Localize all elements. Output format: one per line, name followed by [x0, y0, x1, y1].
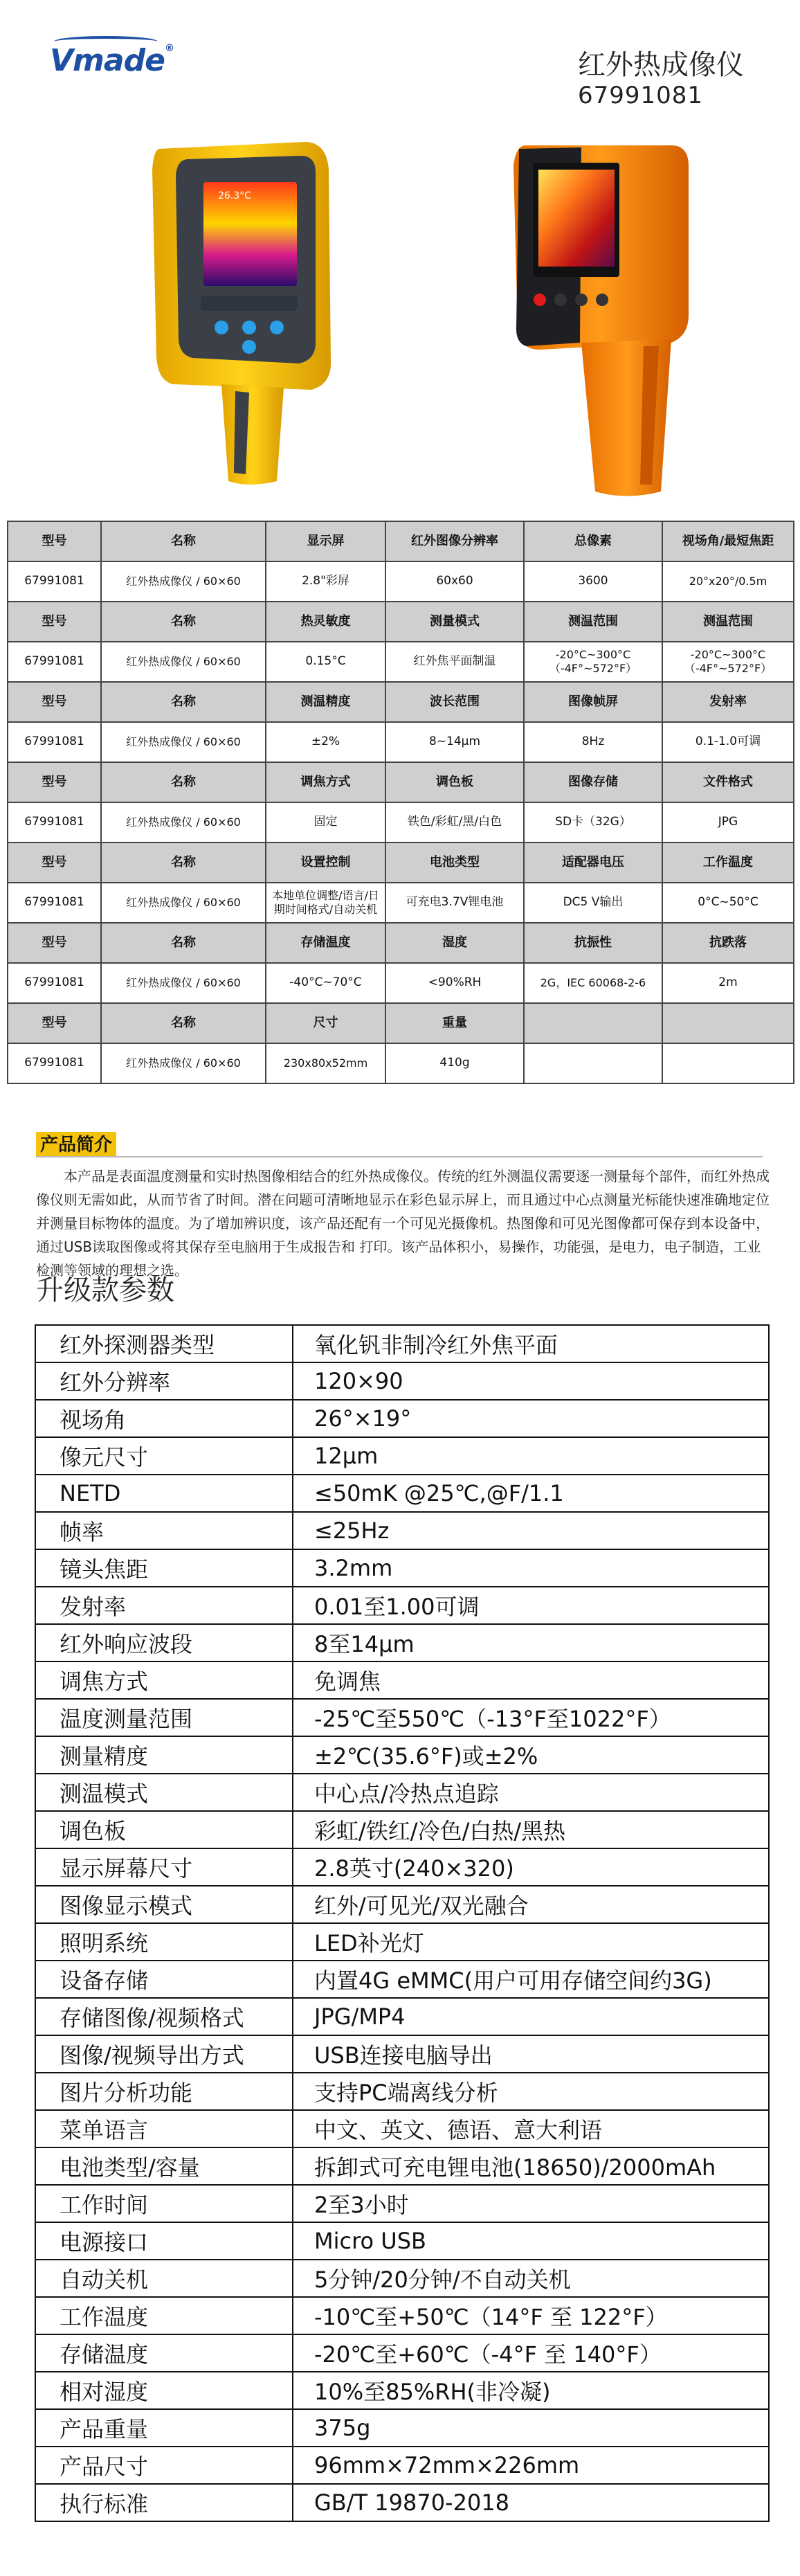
- spec-key: 发射率: [35, 1587, 293, 1624]
- grid-value-cell: ±2%: [266, 722, 385, 762]
- grid-value-cell: 红外热成像仪 / 60×60: [101, 883, 266, 923]
- spec-value: 2.8英寸(240×320): [293, 1848, 769, 1886]
- grid-header-cell: 名称: [101, 843, 266, 883]
- spec-key: 设备存储: [35, 1961, 293, 1998]
- grid-value-cell: 67991081: [8, 1043, 101, 1083]
- spec-key: 存储图像/视频格式: [35, 1998, 293, 2035]
- brand-logo: [50, 43, 174, 78]
- spec-row: [35, 2372, 769, 2409]
- spec-row: [35, 1736, 769, 1774]
- spec-key: 产品重量: [35, 2409, 293, 2447]
- grid-value-cell: -40°C~70°C: [266, 963, 385, 1003]
- spec-row: [35, 2073, 769, 2110]
- grid-header-cell: 调色板: [385, 762, 524, 802]
- spec-value: 8至14μm: [293, 1624, 769, 1661]
- spec-value: -25℃至550℃（-13°F至1022°F）: [293, 1699, 769, 1736]
- spec-key: 产品尺寸: [35, 2447, 293, 2484]
- spec-value: 375g: [293, 2409, 769, 2447]
- upgrade-section-title: 升级款参数: [36, 1275, 174, 1306]
- spec-key: NETD: [35, 1475, 293, 1512]
- spec-row: [35, 2110, 769, 2147]
- grid-header-cell: 名称: [101, 1003, 266, 1043]
- spec-row: [35, 2035, 769, 2073]
- spec-row: [35, 1475, 769, 1512]
- spec-value: 红外/可见光/双光融合: [293, 1886, 769, 1923]
- grid-header-row: [8, 602, 794, 642]
- spec-key: 调焦方式: [35, 1661, 293, 1699]
- intro-divider: [36, 1156, 763, 1158]
- grid-value-cell: 红外热成像仪 / 60×60: [101, 561, 266, 602]
- grid-value-row: [8, 1043, 794, 1083]
- grid-value-cell: 67991081: [8, 802, 101, 843]
- grid-header-cell: 波长范围: [385, 682, 524, 722]
- grid-value-cell: 0.15°C: [266, 642, 385, 682]
- grid-header-cell: 抗振性: [524, 923, 662, 963]
- grid-value-cell: -20°C~300°C（-4F°~572°F）: [662, 642, 794, 682]
- spec-value: 120×90: [293, 1362, 769, 1400]
- spec-value: -20℃至+60℃（-4°F 至 140°F）: [293, 2334, 769, 2372]
- spec-value: 中文、英文、德语、意大利语: [293, 2110, 769, 2147]
- grid-header-cell: 图像存储: [524, 762, 662, 802]
- grid-header-cell: 红外图像分辨率: [385, 521, 524, 561]
- grid-header-row: [8, 682, 794, 722]
- grid-value-cell: DC5 V输出: [524, 883, 662, 923]
- spec-value: 96mm×72mm×226mm: [293, 2447, 769, 2484]
- spec-value: ≤50mK @25℃,@F/1.1: [293, 1475, 769, 1512]
- grid-header-cell: 测温范围: [662, 602, 794, 642]
- grid-value-cell: 2G，IEC 60068-2-6: [524, 963, 662, 1003]
- grid-header-cell: [524, 1003, 662, 1043]
- grid-value-cell: 60x60: [385, 561, 524, 602]
- spec-row: [35, 2147, 769, 2185]
- spec-row: [35, 1923, 769, 1961]
- logo-registered-mark: ®: [164, 43, 174, 54]
- spec-key: 红外探测器类型: [35, 1325, 293, 1362]
- grid-value-cell: 67991081: [8, 963, 101, 1003]
- grid-header-cell: 工作温度: [662, 843, 794, 883]
- grid-value-cell: 20°x20°/0.5m: [662, 561, 794, 602]
- grid-value-cell: 红外热成像仪 / 60×60: [101, 642, 266, 682]
- spec-value: 0.01至1.00可调: [293, 1587, 769, 1624]
- spec-key: 测量精度: [35, 1736, 293, 1774]
- spec-value: Micro USB: [293, 2222, 769, 2260]
- spec-row: [35, 1325, 769, 1362]
- grid-header-cell: 型号: [8, 843, 101, 883]
- spec-row: [35, 1512, 769, 1549]
- spec-row: [35, 1549, 769, 1587]
- grid-value-cell: 本地单位调整/语言/日期时间格式/自动关机: [266, 883, 385, 923]
- spec-value: 氧化钒非制冷红外焦平面: [293, 1325, 769, 1362]
- spec-row: [35, 2484, 769, 2521]
- grid-value-cell: JPG: [662, 802, 794, 843]
- grid-value-row: [8, 561, 794, 602]
- spec-value: 拆卸式可充电锂电池(18650)/2000mAh: [293, 2147, 769, 2185]
- grid-header-cell: 发射率: [662, 682, 794, 722]
- spec-key: 电源接口: [35, 2222, 293, 2260]
- spec-grid: [7, 521, 794, 1084]
- product-code: 67991081: [578, 82, 704, 109]
- spec-key: 相对湿度: [35, 2372, 293, 2409]
- spec-key: 帧率: [35, 1512, 293, 1549]
- product-title: 红外热成像仪: [578, 49, 744, 81]
- grid-header-row: [8, 923, 794, 963]
- grid-header-cell: 型号: [8, 602, 101, 642]
- spec-key: 工作时间: [35, 2185, 293, 2222]
- screen-temp-left: 26.3°C: [218, 190, 251, 201]
- grid-value-cell: 67991081: [8, 883, 101, 923]
- spec-key: 红外响应波段: [35, 1624, 293, 1661]
- spec-row: [35, 1624, 769, 1661]
- grid-header-cell: 型号: [8, 682, 101, 722]
- spec-row: [35, 1998, 769, 2035]
- spec-key: 存储温度: [35, 2334, 293, 2372]
- grid-header-cell: 显示屏: [266, 521, 385, 561]
- spec-value: 10%至85%RH(非冷凝): [293, 2372, 769, 2409]
- grid-header-cell: 总像素: [524, 521, 662, 561]
- grid-header-row: [8, 762, 794, 802]
- grid-header-cell: 电池类型: [385, 843, 524, 883]
- intro-title: 产品简介: [36, 1132, 116, 1157]
- spec-row: [35, 2447, 769, 2484]
- grid-header-row: [8, 521, 794, 561]
- spec-row: [35, 2409, 769, 2447]
- grid-header-cell: 重量: [385, 1003, 524, 1043]
- grid-header-cell: 图像帧屏: [524, 682, 662, 722]
- logo-swoosh: [54, 36, 158, 47]
- grid-header-cell: 测量模式: [385, 602, 524, 642]
- intro-text: 本产品是表面温度测量和实时热图像相结合的红外热成像仪。传统的红外测温仪需要逐一测量每个部件，而红外热成像仪则无需如此，从而节省了时间。潜在问题可清晰地显示在彩色显示屏上，而且通过中心点测量光标能快速准确地定位并测量目标物体的温度。为了增加辨识度，该产品还配有一个可见光摄像机。热图像和可见光图像都可保存到本设备中，通过USB读取图像或将其保存至电脑用于生成报告和 打印。该产品体积小，易操作，功能强，是电力，电子制造，工业检测等领域的理想之选。: [36, 1168, 770, 1279]
- grid-value-cell: 2m: [662, 963, 794, 1003]
- grid-value-row: [8, 642, 794, 682]
- grid-header-cell: 湿度: [385, 923, 524, 963]
- grid-value-cell: 8Hz: [524, 722, 662, 762]
- grid-value-cell: 红外热成像仪 / 60×60: [101, 963, 266, 1003]
- spec-key: 显示屏幕尺寸: [35, 1848, 293, 1886]
- logo-text: Vmade: [50, 43, 165, 78]
- grid-header-cell: 名称: [101, 602, 266, 642]
- spec-key: 红外分辨率: [35, 1362, 293, 1400]
- spec-value: GB/T 19870-2018: [293, 2484, 769, 2521]
- grid-header-cell: 名称: [101, 762, 266, 802]
- grid-header-cell: 视场角/最短焦距: [662, 521, 794, 561]
- spec-row: [35, 1886, 769, 1923]
- grid-value-cell: SD卡（32G）: [524, 802, 662, 843]
- grid-header-cell: 尺寸: [266, 1003, 385, 1043]
- spec-key: 镜头焦距: [35, 1549, 293, 1587]
- grid-value-cell: 8~14μm: [385, 722, 524, 762]
- spec-value: 2至3小时: [293, 2185, 769, 2222]
- grid-value-cell: 2.8"彩屏: [266, 561, 385, 602]
- spec-key: 图像/视频导出方式: [35, 2035, 293, 2073]
- spec-value: ±2℃(35.6°F)或±2%: [293, 1736, 769, 1774]
- grid-value-cell: 红外热成像仪 / 60×60: [101, 1043, 266, 1083]
- grid-value-cell: 铁色/彩虹/黑/白色: [385, 802, 524, 843]
- spec-value: LED补光灯: [293, 1923, 769, 1961]
- grid-header-cell: 测温范围: [524, 602, 662, 642]
- grid-header-cell: 型号: [8, 1003, 101, 1043]
- spec-value: 3.2mm: [293, 1549, 769, 1587]
- spec-row: [35, 1362, 769, 1400]
- grid-value-cell: 可充电3.7V锂电池: [385, 883, 524, 923]
- spec-row: [35, 1437, 769, 1475]
- grid-header-cell: [662, 1003, 794, 1043]
- spec-row: [35, 2222, 769, 2260]
- spec-row: [35, 1811, 769, 1848]
- grid-value-cell: 410g: [385, 1043, 524, 1083]
- spec-value: ≤25Hz: [293, 1512, 769, 1549]
- grid-value-cell: 0.1-1.0可调: [662, 722, 794, 762]
- grid-value-row: [8, 722, 794, 762]
- spec-row: [35, 2185, 769, 2222]
- spec-key: 像元尺寸: [35, 1437, 293, 1475]
- grid-header-cell: 名称: [101, 923, 266, 963]
- grid-header-cell: 抗跌落: [662, 923, 794, 963]
- grid-value-cell: 67991081: [8, 642, 101, 682]
- spec-key: 自动关机: [35, 2260, 293, 2297]
- thermal-camera-photo-right: [498, 135, 692, 498]
- grid-value-cell: 红外焦平面制温: [385, 642, 524, 682]
- spec-value: 5分钟/20分钟/不自动关机: [293, 2260, 769, 2297]
- spec-row: [35, 2297, 769, 2334]
- grid-header-cell: 名称: [101, 682, 266, 722]
- spec-row: [35, 2334, 769, 2372]
- spec-key: 温度测量范围: [35, 1699, 293, 1736]
- grid-header-row: [8, 1003, 794, 1043]
- grid-header-cell: 测温精度: [266, 682, 385, 722]
- grid-value-cell: [524, 1043, 662, 1083]
- grid-value-cell: 固定: [266, 802, 385, 843]
- spec-value: 免调焦: [293, 1661, 769, 1699]
- spec-key: 图片分析功能: [35, 2073, 293, 2110]
- grid-value-cell: 67991081: [8, 561, 101, 602]
- grid-value-row: [8, 963, 794, 1003]
- spec-value: USB连接电脑导出: [293, 2035, 769, 2073]
- grid-value-cell: -20°C~300°C（-4F°~572°F）: [524, 642, 662, 682]
- grid-value-row: [8, 883, 794, 923]
- spec-row: [35, 1587, 769, 1624]
- spec-row: [35, 1961, 769, 1998]
- grid-header-cell: 名称: [101, 521, 266, 561]
- spec-row: [35, 1848, 769, 1886]
- grid-header-cell: 型号: [8, 762, 101, 802]
- grid-header-cell: 型号: [8, 521, 101, 561]
- upgrade-spec-table: [35, 1324, 770, 2522]
- spec-row: [35, 1661, 769, 1699]
- grid-value-cell: 3600: [524, 561, 662, 602]
- spec-row: [35, 1774, 769, 1811]
- spec-row: [35, 1699, 769, 1736]
- spec-value: 彩虹/铁红/冷色/白热/黑热: [293, 1811, 769, 1848]
- grid-value-cell: 红外热成像仪 / 60×60: [101, 722, 266, 762]
- grid-value-row: [8, 802, 794, 843]
- grid-header-cell: 设置控制: [266, 843, 385, 883]
- grid-header-row: [8, 843, 794, 883]
- spec-key: 工作温度: [35, 2297, 293, 2334]
- spec-row: [35, 2260, 769, 2297]
- spec-value: 12μm: [293, 1437, 769, 1475]
- spec-key: 照明系统: [35, 1923, 293, 1961]
- spec-key: 调色板: [35, 1811, 293, 1848]
- spec-key: 视场角: [35, 1400, 293, 1437]
- grid-value-cell: 0°C~50°C: [662, 883, 794, 923]
- spec-key: 图像显示模式: [35, 1886, 293, 1923]
- spec-key: 菜单语言: [35, 2110, 293, 2147]
- spec-key: 执行标准: [35, 2484, 293, 2521]
- spec-value: 支持PC端离线分析: [293, 2073, 769, 2110]
- grid-value-cell: <90%RH: [385, 963, 524, 1003]
- grid-value-cell: 67991081: [8, 722, 101, 762]
- grid-value-cell: 230x80x52mm: [266, 1043, 385, 1083]
- spec-value: 26°×19°: [293, 1400, 769, 1437]
- grid-value-cell: 红外热成像仪 / 60×60: [101, 802, 266, 843]
- grid-header-cell: 存储温度: [266, 923, 385, 963]
- spec-value: JPG/MP4: [293, 1998, 769, 2035]
- grid-header-cell: 调焦方式: [266, 762, 385, 802]
- grid-value-cell: [662, 1043, 794, 1083]
- grid-header-cell: 文件格式: [662, 762, 794, 802]
- spec-row: [35, 1400, 769, 1437]
- grid-header-cell: 热灵敏度: [266, 602, 385, 642]
- spec-key: 测温模式: [35, 1774, 293, 1811]
- grid-header-cell: 适配器电压: [524, 843, 662, 883]
- grid-header-cell: 型号: [8, 923, 101, 963]
- spec-value: -10℃至+50℃（14°F 至 122°F）: [293, 2297, 769, 2334]
- spec-key: 电池类型/容量: [35, 2147, 293, 2185]
- thermal-camera-photo-left: [145, 135, 353, 488]
- spec-value: 内置4G eMMC(用户可用存储空间约3G): [293, 1961, 769, 1998]
- spec-value: 中心点/冷热点追踪: [293, 1774, 769, 1811]
